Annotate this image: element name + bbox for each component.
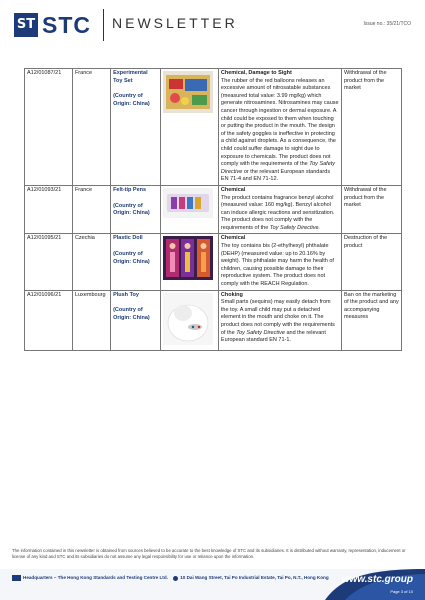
plastic-doll-photo [163, 236, 213, 280]
issue-number: Issue no.: 35/21/TCO [363, 21, 411, 27]
product-cell [111, 290, 161, 351]
product-cell [111, 69, 161, 186]
risk-cell [218, 290, 341, 351]
location-pin-icon [173, 576, 178, 581]
header-divider [103, 9, 104, 41]
table-row [25, 290, 402, 351]
image-cell [161, 234, 219, 290]
newsletter-title: NEWSLETTER [112, 15, 238, 31]
hq-address: 10 Dai Wang Street, Tai Po Industrial Estate, Tai Po, N.T., Hong Kong [180, 575, 329, 581]
website-link[interactable]: www.stc.group [341, 574, 413, 585]
measure-cell: Withdrawal of the product from the market [342, 185, 402, 234]
stc-logo [14, 13, 96, 37]
risk-description: The toy contains bis (2-ethylhexyl) phthalate (DEHP) (measured value: up to 20.16% by weight). This phthalate may harm the health of children, causing possible damage to their reproductive system. The product does not comply with the REACH Regulation. [220, 243, 334, 288]
ref-cell: A12/01093/21 [25, 185, 73, 234]
table-row [25, 234, 402, 290]
risk-cell [218, 185, 341, 234]
table-row [25, 185, 402, 234]
risk-description: The product contains fragrance benzyl alcohol (measured value: 160 mg/kg). Benzyl alcohol can induce allergic reactions and sensitization. The product does not comply with the requirements of the [220, 194, 335, 231]
felt-tip-pens-photo [163, 188, 213, 218]
plush-toy-photo [163, 293, 213, 345]
country-cell: Czechia [72, 234, 110, 290]
page-footer [0, 569, 425, 600]
ref-cell: A12/01087/21 [25, 69, 73, 186]
ref-cell: A12/01096/21 [25, 290, 73, 351]
stc-logo-mark: ST [14, 13, 38, 37]
measure-cell: Withdrawal of the product from the market [342, 69, 402, 186]
measure-cell: Destruction of the product [342, 234, 402, 290]
hq-name: – The Hong Kong Standards and Testing Centre Ltd. [53, 575, 168, 581]
country-cell: France [72, 69, 110, 186]
product-name: Felt-tip Pens [113, 186, 147, 193]
disclaimer-text: The information contained in this newsletter is obtained from sources believed to be accurate to the best knowledge of STC and its subsidiaries. It is distributed without warranty, representation, inducement or license of any kind and STC and its subsidiaries do not assume any legal responsibility for use or reliance upon the information. [12, 548, 406, 559]
risk-title: Chemical [220, 186, 246, 193]
product-origin: (Country of Origin: China) [113, 307, 150, 321]
product-cell [111, 234, 161, 290]
image-cell [161, 185, 219, 234]
newsletter-header [0, 0, 425, 50]
risk-description: Small parts (sequins) may easily detach from the toy. A small child may put a detached element in the mouth and choke on it. The product does not comply with the requirements of the [220, 299, 335, 336]
risk-description-end: and the relevant European standard EN 71-1. [220, 329, 326, 344]
risk-description-end: or the relevant European standards EN 71-4 and EN 71-12. [220, 168, 331, 183]
risk-cell [218, 69, 341, 186]
image-cell [161, 290, 219, 351]
product-origin: (Country of Origin: China) [113, 202, 150, 217]
headquarters-line [12, 575, 329, 581]
page-number: Page 3 of 10 [390, 589, 413, 594]
risk-description: The rubber of the red balloons releases an excessive amount of nitrosatable substances (measured total value: 3.99 mg/kg) which generate nitrosamines. Nitrosamines may cause cancer through ingestion or dermal exposure. A child could be exposed to them when touching or putting the product in the mouth. The design of the safety goggles is ineffective in protecting a child against droplets. As a consequence, the child could suffer damage to sight due to exposure to chemicals. The product does not comply with the requirements of the [220, 77, 339, 168]
country-cell: France [72, 185, 110, 234]
risk-title: Chemical [220, 235, 246, 242]
risk-title: Choking [220, 291, 243, 298]
risk-cell [218, 234, 341, 290]
product-origin: (Country of Origin: China) [113, 251, 150, 265]
table-row [25, 69, 402, 186]
risk-title: Chemical, Damage to Sight [220, 70, 292, 76]
ref-cell: A12/01095/21 [25, 234, 73, 290]
directive-name: Toy Safety Directive [220, 161, 336, 175]
building-icon [12, 575, 21, 581]
product-origin: (Country of Origin: China) [113, 93, 150, 107]
product-name: Plush Toy [113, 291, 139, 298]
measure-cell: Ban on the marketing of the product and any accompanying measures [342, 290, 402, 351]
product-name: Experimental Toy Set [113, 70, 148, 84]
hq-label: Headquarters [23, 575, 53, 581]
country-cell: Luxembourg [72, 290, 110, 351]
product-cell [111, 185, 161, 234]
directive-name: Toy Safety Directive [236, 329, 285, 336]
experimental-toy-set-photo [163, 71, 213, 113]
image-cell [161, 69, 219, 186]
stc-logo-text: STC [42, 12, 91, 38]
recall-table [24, 68, 402, 351]
directive-name: Toy Safety Directive. [269, 224, 321, 231]
product-name: Plastic Doll [113, 235, 143, 242]
